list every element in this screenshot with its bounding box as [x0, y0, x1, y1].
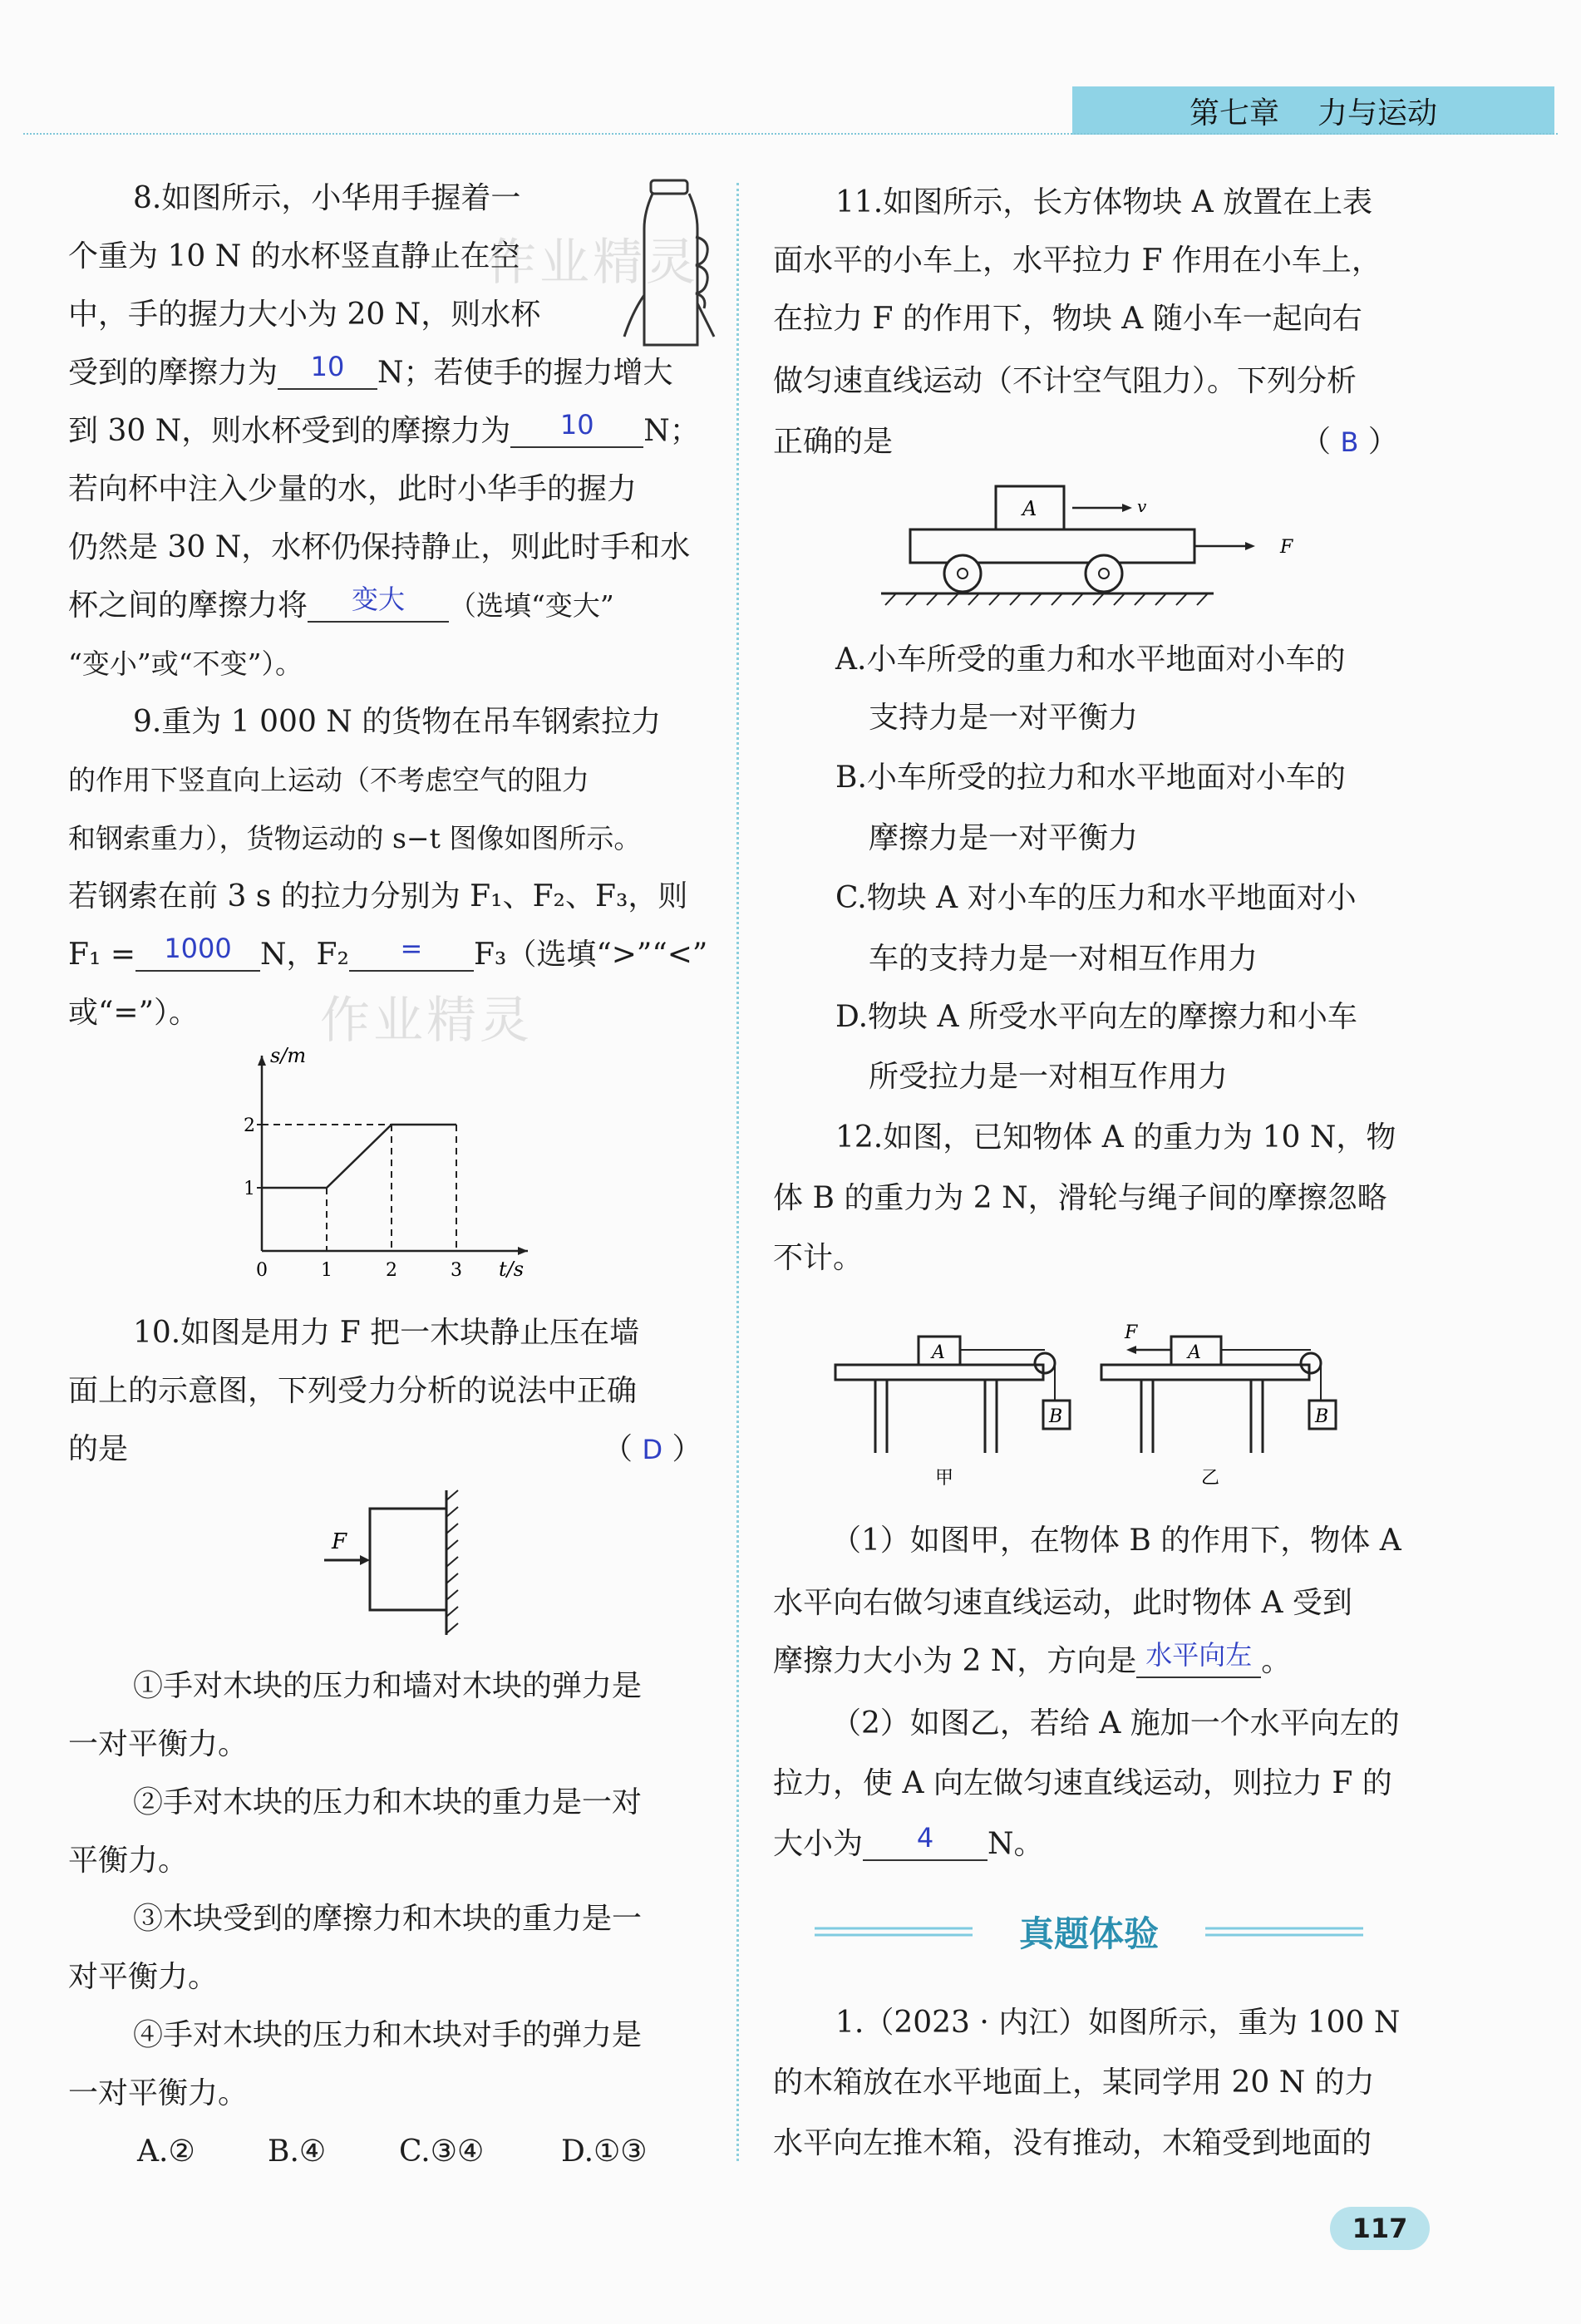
- x-axis-arrow: [518, 1247, 528, 1255]
- q12-text: 大小为: [773, 1827, 864, 1861]
- q9-text: N，F₂: [260, 938, 349, 972]
- y-tick-label: 1: [244, 1179, 255, 1199]
- q12-answer-2: 4: [863, 1818, 988, 1861]
- q10-line: 面上的示意图，下列受力分析的说法中正确: [68, 1374, 638, 1408]
- section-header: [806, 1903, 1388, 1962]
- q8-line: 个重为 10 N 的水杯竖直静止在空: [68, 239, 520, 273]
- q8-line: “变小”或“不变”）。: [68, 647, 303, 680]
- chapter-header: [1072, 86, 1554, 135]
- caption-yi: 乙: [1201, 1468, 1220, 1489]
- pulley: [1301, 1353, 1321, 1373]
- q12-line: [773, 1824, 1044, 1868]
- q12-line: （1）如图甲，在物体 B 的作用下，物体 A: [831, 1524, 1401, 1558]
- q12-text: N。: [988, 1827, 1044, 1861]
- q9-line: 的作用下竖直向上运动（不考虑空气的阻力: [68, 764, 589, 796]
- q9-line: 和钢索重力），货物运动的 s−t 图像如图所示。: [68, 822, 642, 854]
- q8-text: 杯之间的摩擦力将: [68, 588, 308, 623]
- wheel: [1086, 555, 1122, 592]
- force-label: F: [1280, 537, 1293, 558]
- e1-line: 1.（2023 · 内江）如图所示，重为 100 N: [835, 2006, 1401, 2040]
- pulley: [1035, 1353, 1055, 1373]
- q9-line: 9.重为 1 000 N 的货物在吊车钢索拉力: [133, 705, 662, 739]
- wheel: [944, 555, 981, 592]
- chart-series-line: [262, 1125, 456, 1188]
- y-axis-label: s/m: [270, 1044, 307, 1067]
- x-tick-label: 0: [256, 1260, 268, 1280]
- x-tick-label: 3: [451, 1260, 462, 1280]
- velocity-label: v: [1137, 496, 1147, 516]
- cart-figure: [873, 482, 1305, 615]
- q10-statement: ③木块受到的摩擦力和木块的重力是一: [133, 1902, 643, 1936]
- q10-statement: ②手对木块的压力和木块的重力是一对: [133, 1785, 643, 1819]
- q9-text: F₁ =: [68, 938, 136, 972]
- q8-line: 仍然是 30 N，水杯仍保持静止，则此时手和水: [68, 530, 691, 564]
- q10-statement: 一对平衡力。: [68, 2076, 249, 2110]
- q8-text: 受到的摩擦力为: [68, 356, 278, 390]
- block-a-label: A: [1188, 1342, 1201, 1363]
- q11-line: 正确的是: [773, 425, 894, 459]
- block-a-label: A: [932, 1342, 945, 1363]
- q8-line: [68, 583, 614, 629]
- q11-answer-bracket: （ B ）: [1301, 425, 1398, 459]
- q8-line: [68, 353, 673, 396]
- q11-option: B.小车所受的拉力和水平地面对小车的: [835, 761, 1346, 795]
- q9-answer-2: =: [349, 928, 474, 972]
- q10-statement: ①手对木块的压力和墙对木块的弹力是: [133, 1669, 643, 1703]
- q12-line: 不计。: [773, 1241, 864, 1275]
- q11-option: 车的支持力是一对相互作用力: [869, 942, 1258, 976]
- block-b-label: B: [1049, 1406, 1063, 1427]
- q12-text: 。: [1261, 1644, 1292, 1678]
- q10-statement: 一对平衡力。: [68, 1727, 249, 1761]
- q8-text: 到 30 N，则水杯受到的摩擦力为: [68, 414, 511, 448]
- q12-text: 摩擦力大小为 2 N，方向是: [773, 1644, 1137, 1678]
- q10-line: 的是: [68, 1432, 129, 1466]
- y-tick-label: 2: [244, 1115, 255, 1136]
- q9-line: [68, 935, 707, 978]
- q10-line: 10.如图是用力 F 把一木块静止压在墙: [133, 1316, 640, 1350]
- q9-line: 或“=”）。: [68, 996, 199, 1030]
- q10-option: D.①③: [561, 2134, 648, 2169]
- table-jia: [835, 1365, 1043, 1380]
- q11-line: 11.如图所示，长方体物块 A 放置在上表: [835, 185, 1373, 219]
- wall-block-figure: [320, 1484, 470, 1642]
- q8-line: 若向杯中注入少量的水，此时小华手的握力: [68, 472, 638, 506]
- q12-line: 12.如图，已知物体 A 的重力为 10 N，物: [835, 1120, 1396, 1155]
- x-tick-label: 1: [321, 1260, 332, 1280]
- q10-option: A.②: [137, 2134, 195, 2169]
- q11-answer: B: [1340, 426, 1359, 458]
- table-yi: [1101, 1365, 1309, 1380]
- q8-text: N；若使手的握力增大: [377, 356, 673, 390]
- q8-line: [68, 411, 700, 455]
- q8-line: 中，手的握力大小为 20 N，则水杯: [68, 298, 541, 332]
- watermark: 作业精灵: [320, 992, 533, 1050]
- s-t-chart: [216, 1039, 549, 1280]
- q8-answer-3: 变大: [308, 579, 449, 623]
- force-label: F: [1125, 1322, 1138, 1343]
- bottle-hand-figure: [619, 179, 719, 353]
- q9-text: F₃（选填“>”“<”: [473, 938, 708, 972]
- header-rule: [23, 133, 1558, 135]
- chapter-number: 第七章: [1189, 96, 1279, 130]
- x-axis-label: t/s: [499, 1258, 525, 1280]
- q11-option: C.物块 A 对小车的压力和水平地面对小: [835, 881, 1357, 915]
- q11-option: A.小车所受的重力和水平地面对小车的: [835, 643, 1346, 677]
- q8-answer-1: 10: [278, 347, 377, 390]
- pulley-figure: [827, 1313, 1359, 1496]
- q12-line: 水平向右做匀速直线运动，此时物体 A 受到: [773, 1586, 1352, 1620]
- q8-text: （选填“变大”: [449, 589, 614, 622]
- y-axis-arrow: [258, 1056, 266, 1066]
- wood-block: [370, 1509, 446, 1610]
- q10-answer-bracket: （ D ）: [603, 1432, 702, 1466]
- q12-line: 拉力，使 A 向左做匀速直线运动，则拉力 F 的: [773, 1766, 1392, 1800]
- section-title: 真题体验: [1018, 1913, 1159, 1954]
- q10-option: B.④: [268, 2134, 327, 2169]
- caption-jia: 甲: [935, 1468, 954, 1489]
- q11-line: 做匀速直线运动（不计空气阻力）。下列分析: [773, 364, 1357, 398]
- page-number: 117: [1330, 2207, 1430, 2250]
- q11-option: D.物块 A 所受水平向左的摩擦力和小车: [835, 1000, 1357, 1034]
- q11-option: 摩擦力是一对平衡力: [869, 821, 1139, 855]
- chapter-title: 力与运动: [1318, 96, 1438, 130]
- q9-line: 若钢索在前 3 s 的拉力分别为 F₁、F₂、F₃，则: [68, 879, 688, 913]
- watermark: 作业精灵: [486, 234, 699, 292]
- column-divider: [736, 183, 739, 2161]
- block-a-label: A: [1022, 497, 1037, 520]
- q12-line: （2）如图乙，若给 A 施加一个水平向左的: [831, 1706, 1400, 1741]
- q8-text: N；: [643, 414, 700, 448]
- q12-answer-1: 水平向左: [1136, 1635, 1261, 1678]
- q12-line: [773, 1639, 1292, 1685]
- e1-line: 水平向左推木箱，没有推动，木箱受到地面的: [773, 2126, 1372, 2160]
- q8-line: 8.如图所示，小华用手握着一: [133, 181, 521, 215]
- q10-option: C.③④: [399, 2134, 485, 2169]
- q11-line: 在拉力 F 的作用下，物块 A 随小车一起向右: [773, 302, 1362, 336]
- block-b-label: B: [1315, 1406, 1329, 1427]
- q11-option: 支持力是一对平衡力: [869, 701, 1139, 735]
- q8-answer-2: 10: [510, 405, 643, 448]
- q10-statement: ④手对木块的压力和木块对手的弹力是: [133, 2018, 643, 2052]
- q11-line: 面水平的小车上，水平拉力 F 作用在小车上，: [773, 244, 1382, 278]
- q10-answer: D: [642, 1434, 663, 1465]
- q12-line: 体 B 的重力为 2 N，滑轮与绳子间的摩擦忽略: [773, 1181, 1387, 1215]
- x-tick-label: 2: [386, 1260, 397, 1280]
- q9-answer-1: 1000: [135, 928, 260, 972]
- e1-line: 的木箱放在水平地面上，某同学用 20 N 的力: [773, 2066, 1375, 2100]
- force-label: F: [332, 1529, 347, 1554]
- q10-statement: 对平衡力。: [68, 1960, 219, 1994]
- q10-statement: 平衡力。: [68, 1844, 189, 1878]
- q11-option: 所受拉力是一对相互作用力: [869, 1060, 1229, 1094]
